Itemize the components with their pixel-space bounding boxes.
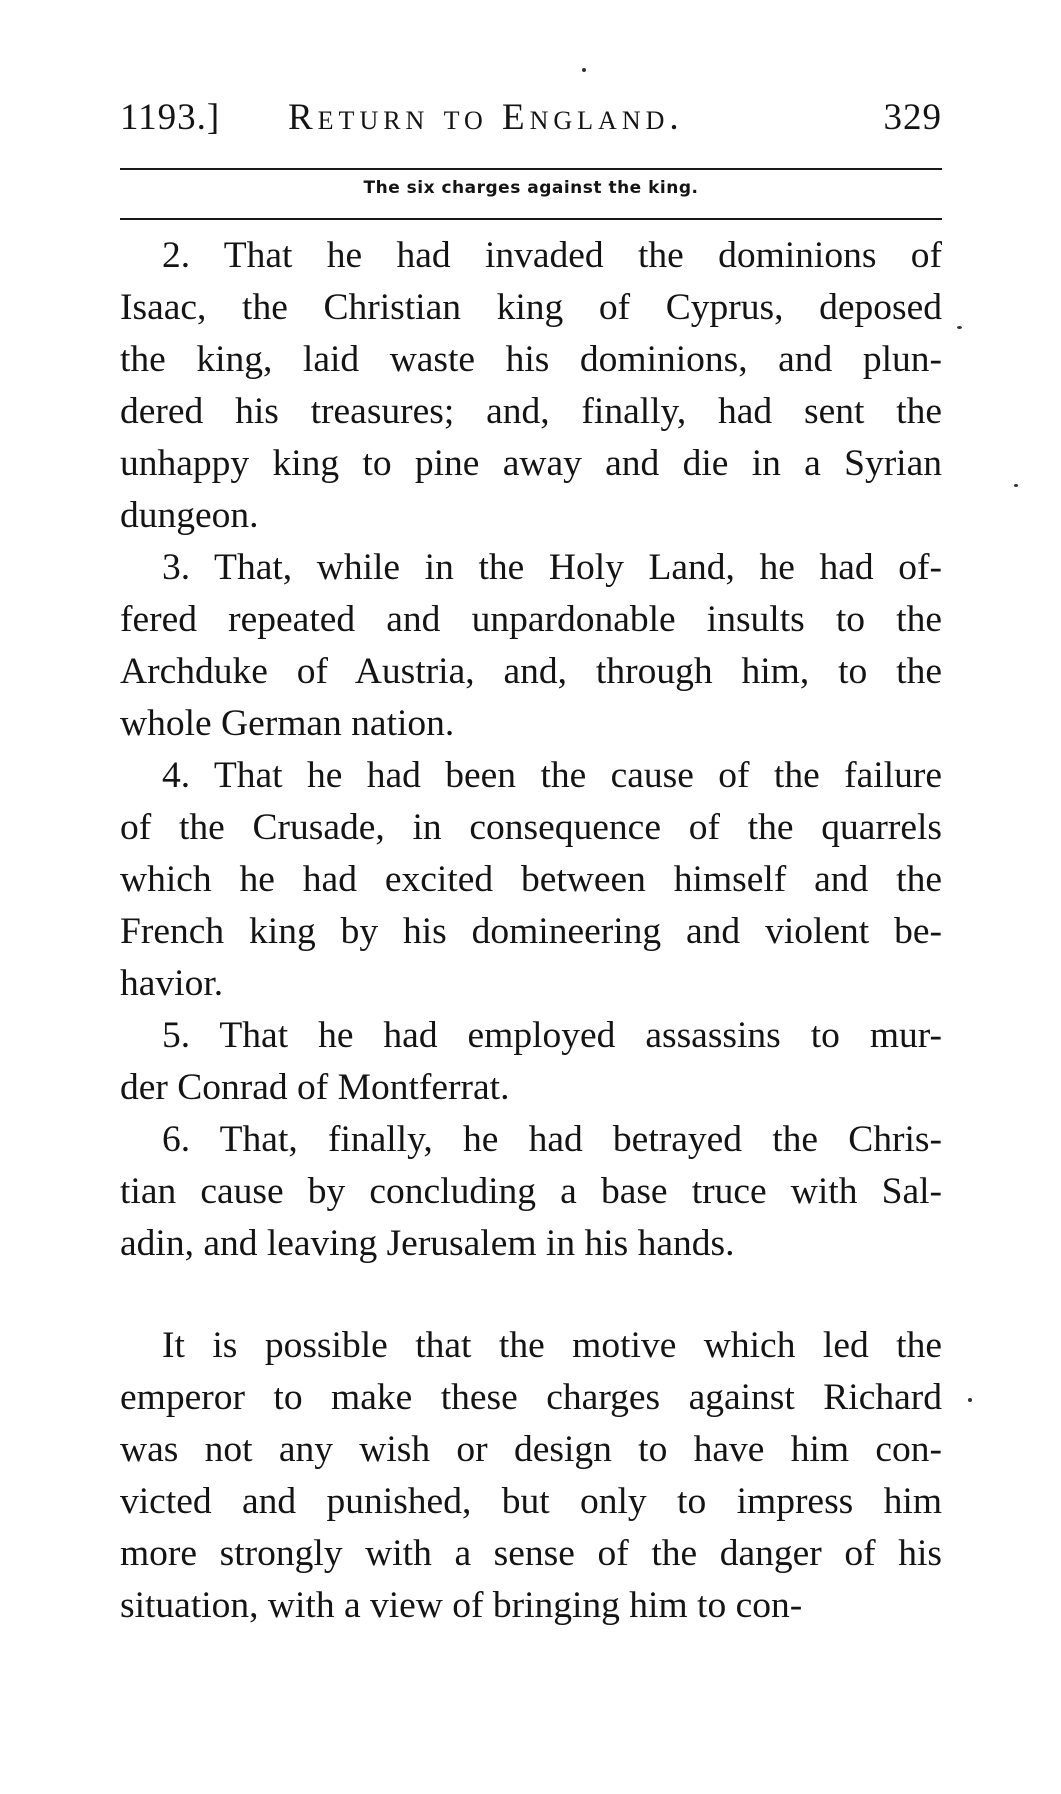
text-line: tian cause by concluding a base truce with Sal- <box>120 1171 942 1212</box>
text-line: Isaac, the Christian king of Cyprus, deposed <box>120 287 942 328</box>
text-line: fered repeated and unpardonable insults to the <box>120 599 942 640</box>
text-line: victed and punished, but only to impress him <box>120 1481 942 1522</box>
text-line: 3. That, while in the Holy Land, he had of- <box>162 547 942 588</box>
text-line: Archduke of Austria, and, through him, to the <box>120 651 942 692</box>
section-subheading: The six charges against the king. <box>363 178 699 198</box>
paragraph-charge-6 <box>120 1114 942 1270</box>
text-line: was not any wish or design to have him con- <box>120 1429 942 1470</box>
header-rule-top <box>120 168 942 170</box>
paragraph-narrative <box>120 1320 942 1632</box>
print-speck <box>957 326 962 329</box>
print-speck <box>968 1398 972 1402</box>
header-year: 1193.] <box>120 97 221 138</box>
paragraph-charge-2 <box>120 230 942 542</box>
paragraph-charge-5 <box>120 1010 942 1114</box>
paragraph-charge-4 <box>120 750 942 1010</box>
print-speck <box>1014 484 1018 487</box>
header-title: Return to England. <box>288 97 684 138</box>
text-line: unhappy king to pine away and die in a Syrian <box>120 443 942 484</box>
header-rule-bottom <box>120 218 942 220</box>
text-line: which he had excited between himself and the <box>120 859 942 900</box>
text-line: 4. That he had been the cause of the failure <box>162 755 942 796</box>
text-line: 2. That he had invaded the dominions of <box>162 235 942 276</box>
text-line: emperor to make these charges against Richard <box>120 1377 942 1418</box>
text-line: dered his treasures; and, finally, had sent the <box>120 391 942 432</box>
running-header <box>120 96 942 146</box>
text-line: havior. <box>120 963 224 1004</box>
text-line: dungeon. <box>120 495 259 536</box>
text-line: more strongly with a sense of the danger of his <box>120 1533 942 1574</box>
text-line: the king, laid waste his dominions, and plun- <box>120 339 942 380</box>
text-line: of the Crusade, in consequence of the quarrels <box>120 807 942 848</box>
paragraph-charge-3 <box>120 542 942 750</box>
text-line: 5. That he had employed assassins to mur- <box>162 1015 942 1056</box>
page-number: 329 <box>883 97 942 138</box>
body-text <box>120 230 942 1632</box>
text-line: situation, with a view of bringing him to con- <box>120 1585 803 1626</box>
text-line: whole German nation. <box>120 703 455 744</box>
text-line: It is possible that the motive which led the <box>162 1325 942 1366</box>
text-line: der Conrad of Montferrat. <box>120 1067 510 1108</box>
text-line: French king by his domineering and violent be- <box>120 911 942 952</box>
text-line: 6. That, finally, he had betrayed the Chris- <box>162 1119 942 1160</box>
print-speck <box>582 68 586 72</box>
text-line: adin, and leaving Jerusalem in his hands. <box>120 1223 735 1264</box>
